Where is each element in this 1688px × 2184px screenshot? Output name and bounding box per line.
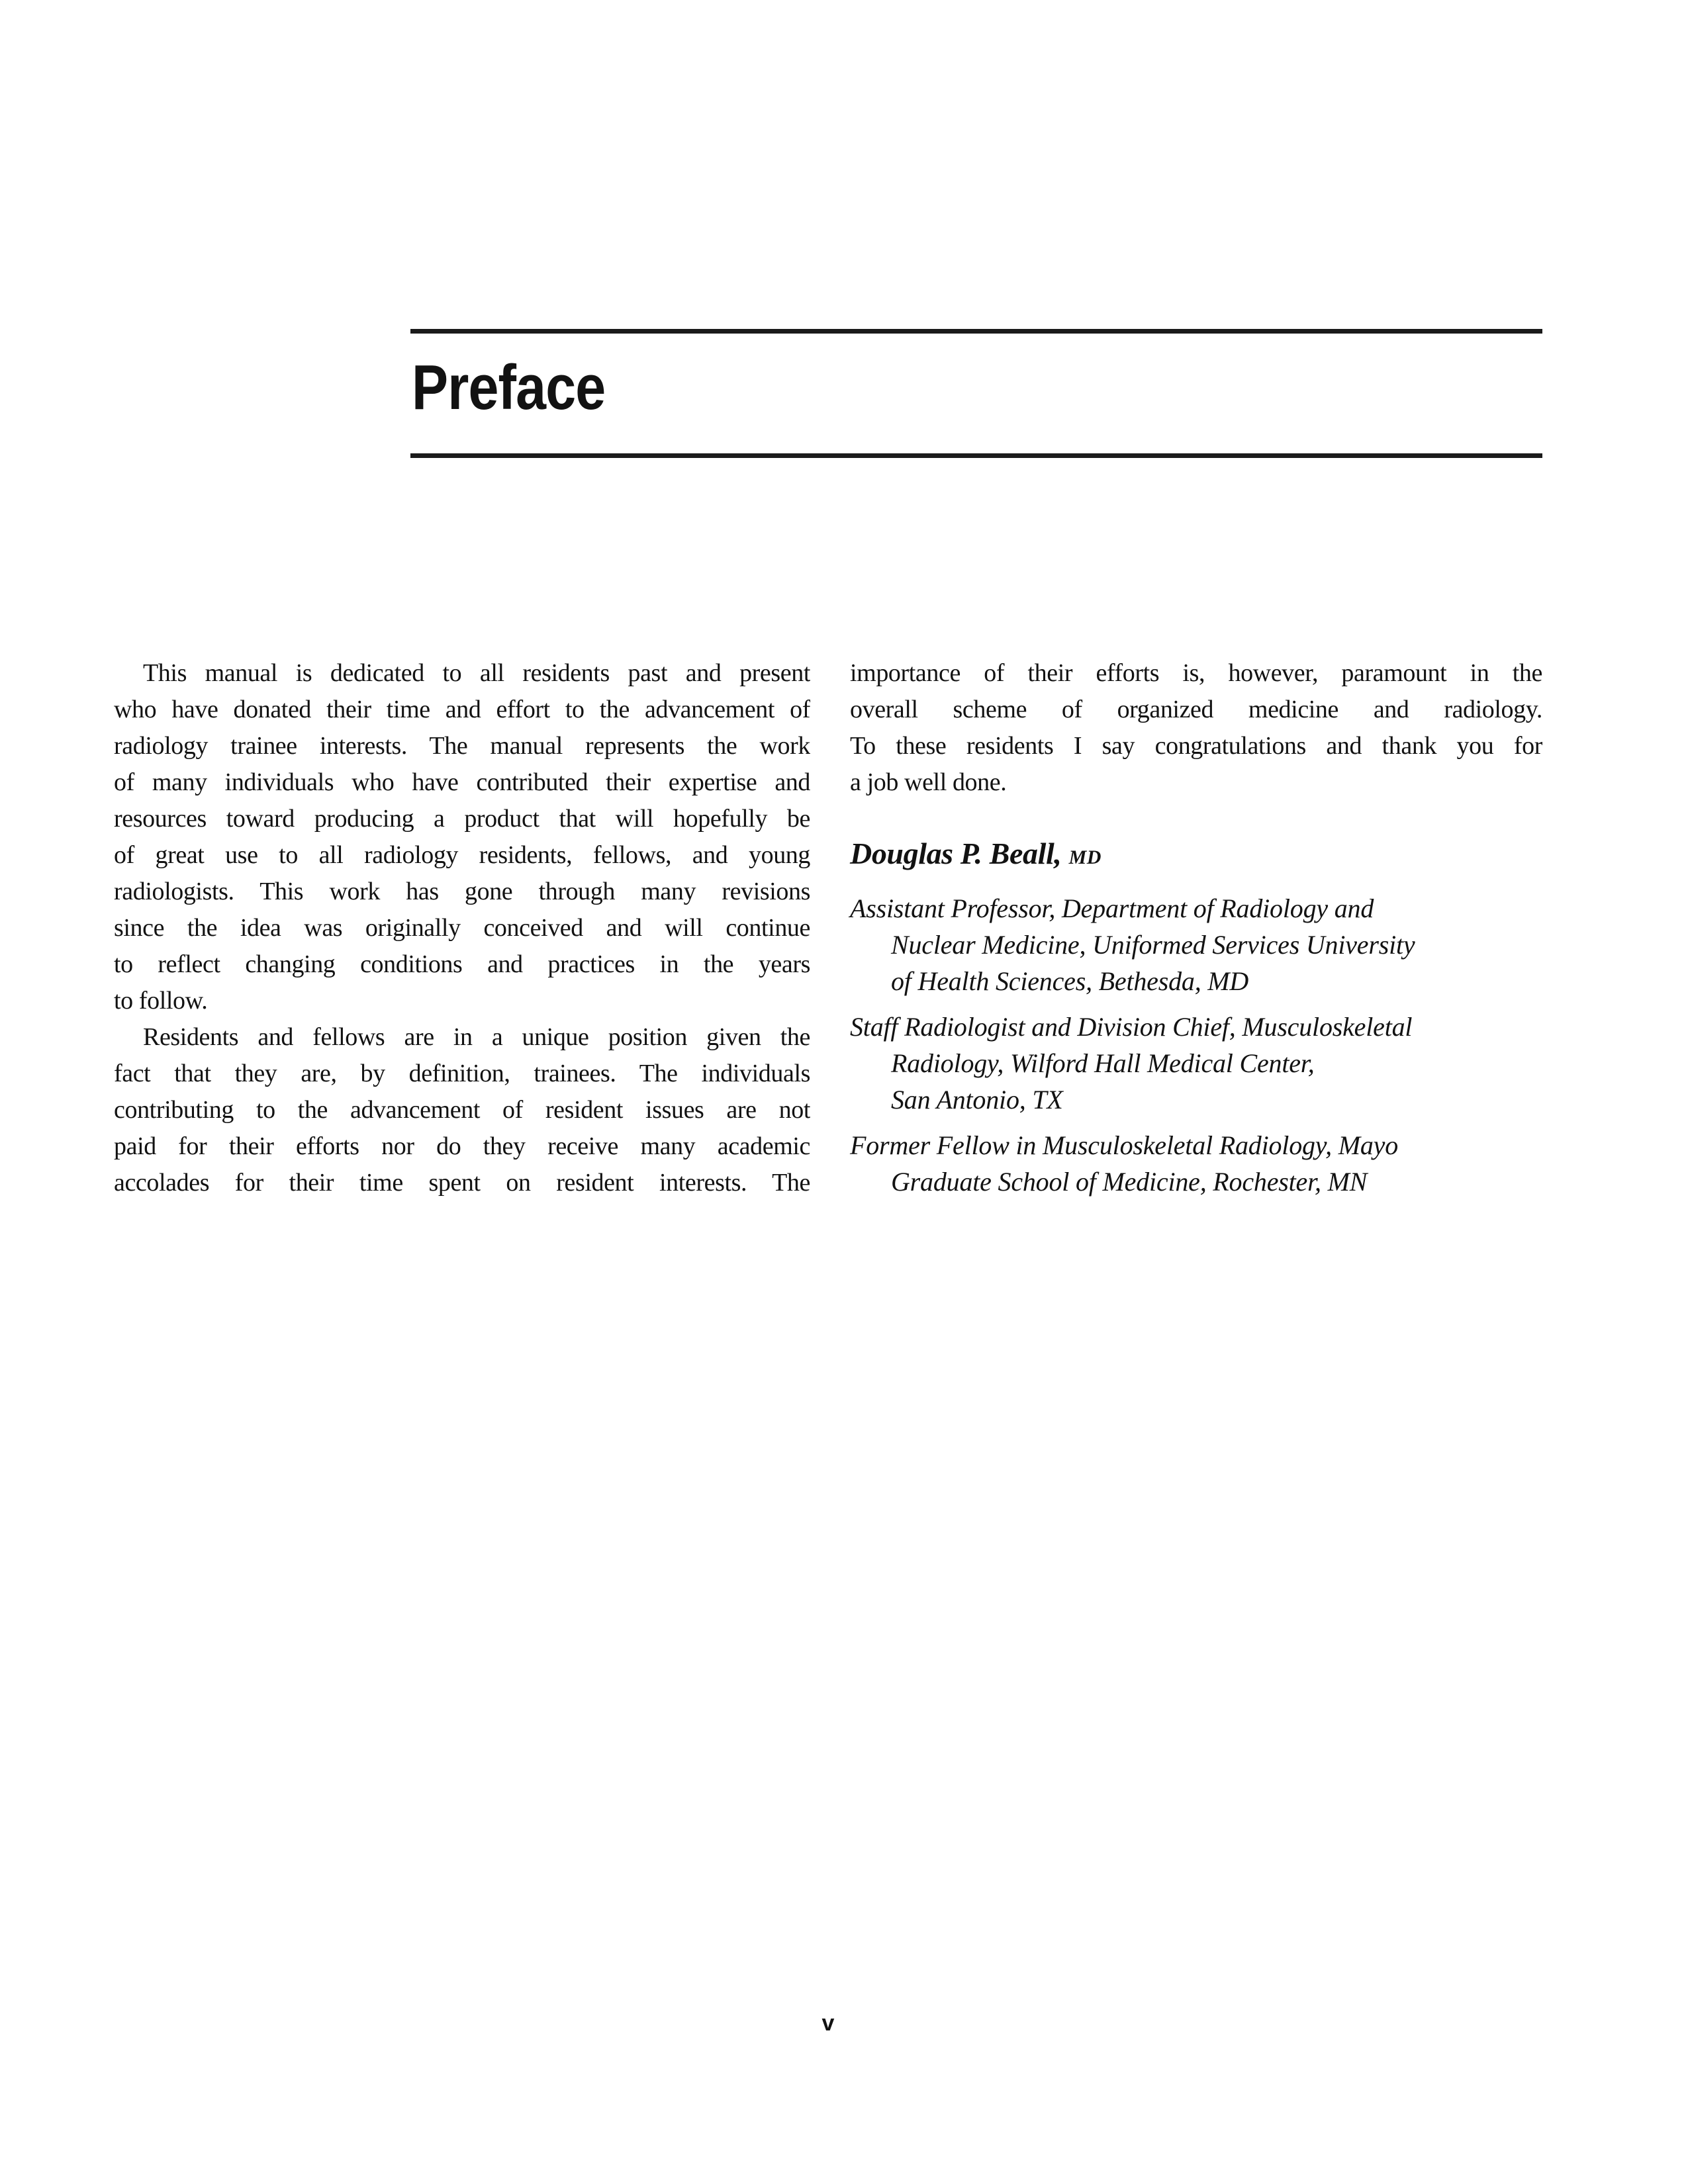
credential-line: San Antonio, TX: [891, 1085, 1063, 1115]
credential-block: [850, 1127, 1542, 1200]
text-line: This manual is dedicated to all residents past and present: [143, 659, 810, 687]
credential-block: [850, 1009, 1542, 1118]
text-line: radiology trainee interests. The manual represents the work: [114, 732, 810, 760]
right-column-paragraphs: [850, 655, 1542, 801]
author-name: Douglas P. Beall,: [850, 837, 1062, 870]
credential-line: Staff Radiologist and Division Chief, Musculoskeletal: [850, 1012, 1413, 1042]
credential-block: [850, 890, 1542, 999]
credential-line: of Health Sciences, Bethesda, MD: [891, 966, 1249, 996]
text-line: contributing to the advancement of resident issues are not: [114, 1096, 810, 1124]
text-line: since the idea was originally conceived and will continue: [114, 914, 810, 942]
page-number: v: [821, 2011, 835, 2036]
author-credentials: [850, 890, 1542, 1200]
text-line: a job well done.: [850, 768, 1007, 796]
text-line: overall scheme of organized medicine and radiology.: [850, 696, 1542, 723]
text-line: Residents and fellows are in a unique position given the: [143, 1023, 810, 1051]
text-line: importance of their efforts is, however, paramount in the: [850, 659, 1542, 687]
text-line: to follow.: [114, 987, 208, 1015]
credential-line: Assistant Professor, Department of Radiology and: [850, 893, 1374, 923]
text-line: To these residents I say congratulations and thank you for: [850, 732, 1542, 760]
title-rule-bottom: [410, 453, 1542, 458]
author-degree: MD: [1068, 846, 1102, 868]
right-text-column: [850, 655, 1542, 1209]
text-line: to reflect changing conditions and practices in the years: [114, 950, 810, 978]
text-line: fact that they are, by definition, trainees. The individuals: [114, 1060, 810, 1087]
author-signature: [850, 835, 1542, 872]
text-line: of many individuals who have contributed their expertise and: [114, 768, 810, 796]
text-line: accolades for their time spent on resident interests. The: [114, 1169, 810, 1197]
credential-line: Graduate School of Medicine, Rochester, MN: [891, 1167, 1368, 1197]
text-line: of great use to all radiology residents, fellows, and young: [114, 841, 810, 869]
text-line: who have donated their time and effort to the advancement of: [114, 696, 810, 723]
text-line: radiologists. This work has gone through many revisions: [114, 878, 810, 905]
credential-line: Radiology, Wilford Hall Medical Center,: [891, 1048, 1315, 1078]
credential-line: Nuclear Medicine, Uniformed Services University: [891, 930, 1415, 960]
page-title: Preface: [412, 352, 606, 423]
credential-line: Former Fellow in Musculoskeletal Radiology, Mayo: [850, 1130, 1399, 1160]
text-line: paid for their efforts nor do they receive many academic: [114, 1132, 810, 1160]
left-text-column: [114, 655, 810, 1201]
title-rule-top: [410, 329, 1542, 334]
text-line: resources toward producing a product that will hopefully be: [114, 805, 810, 833]
